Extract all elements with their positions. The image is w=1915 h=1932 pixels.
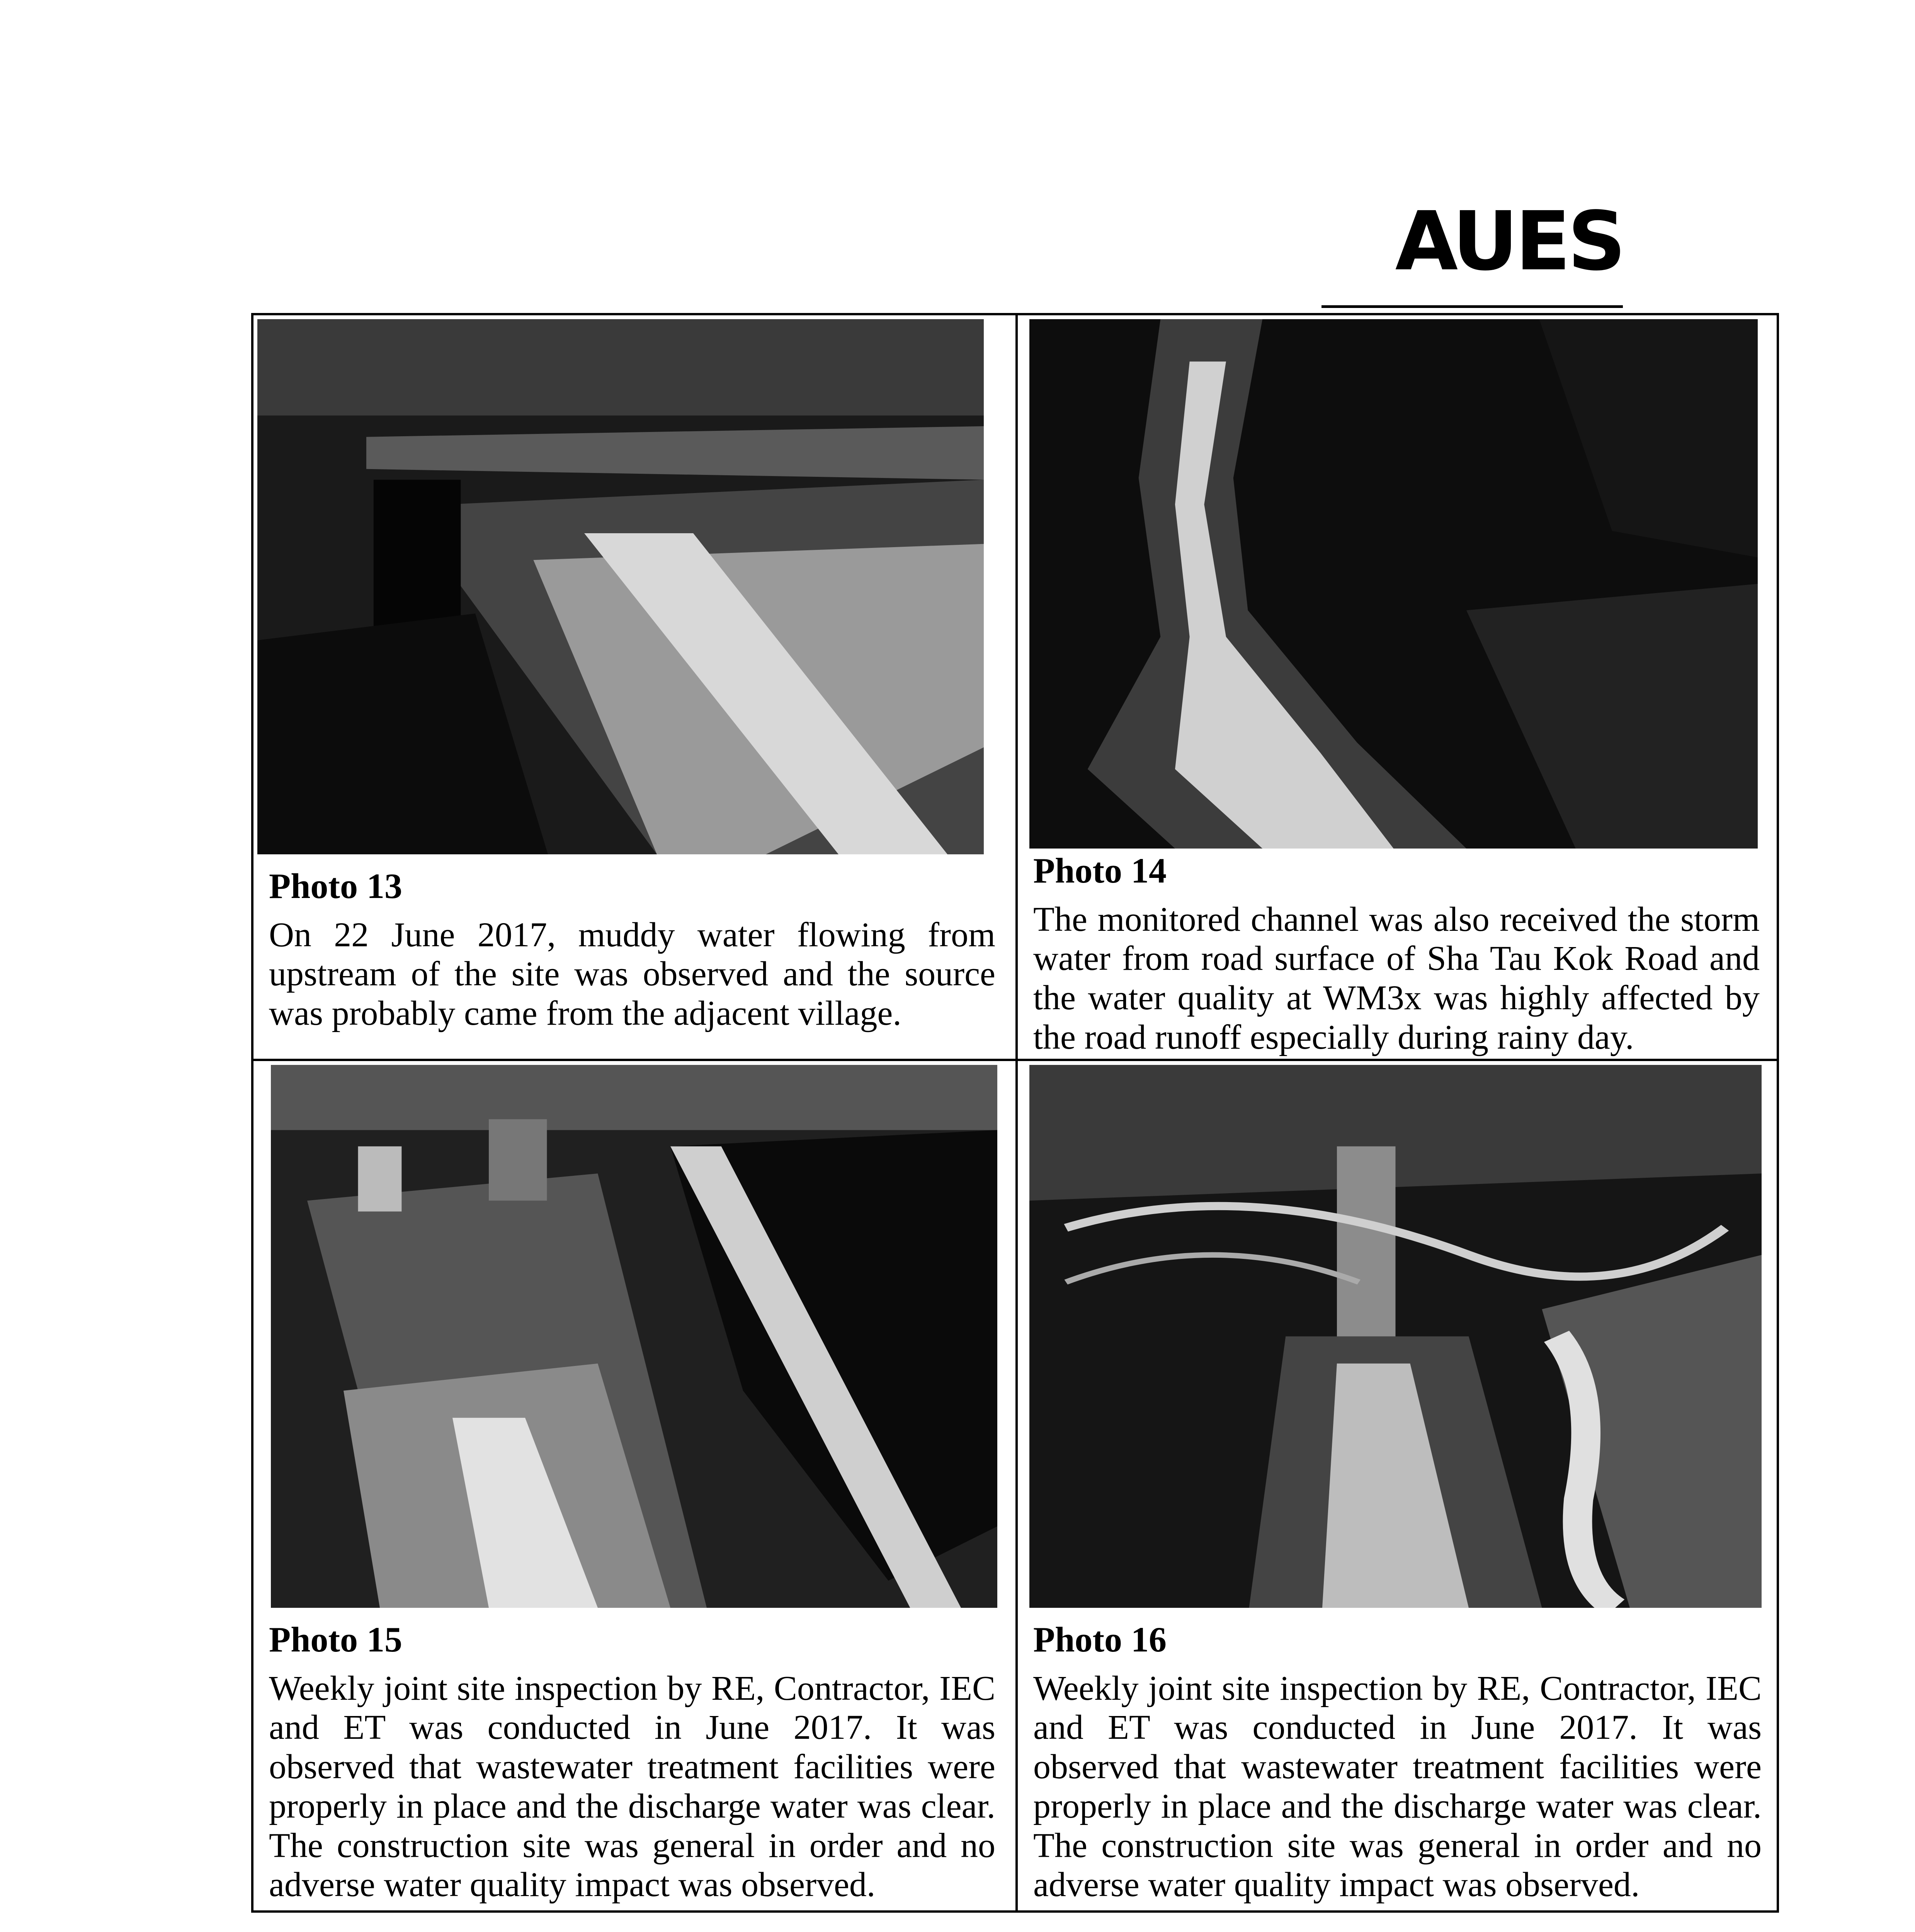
photo-15-title: Photo 15 [269, 1620, 402, 1659]
header-rule [1321, 305, 1623, 308]
photo-16-description: Weekly joint site inspection by RE, Contractor, IEC and ET was conducted in June 2017. It was observed that wastewater treatment facilities were properly in place and the discharge water was clear. The construction site was general in order and no adverse water quality impact was observed. [1033, 1669, 1762, 1904]
photo-15-image [271, 1065, 997, 1608]
photo-14-image [1029, 319, 1758, 849]
photo-16-image [1029, 1065, 1762, 1608]
photo-15-caption [269, 1619, 995, 1905]
photo-14-title: Photo 14 [1033, 851, 1167, 890]
photo-14-caption [1033, 850, 1760, 1057]
photo-table [251, 313, 1779, 1913]
photo-13-title: Photo 13 [269, 866, 402, 906]
photo-13-image [257, 319, 984, 854]
photo-cell-16 [1018, 1061, 1779, 1913]
photo-13-caption [269, 866, 995, 1033]
photo-15-description: Weekly joint site inspection by RE, Contractor, IEC and ET was conducted in June 2017. It was observed that wastewater treatment facilities were properly in place and the discharge water was clear. The construction site was general in order and no adverse water quality impact was observed. [269, 1669, 995, 1904]
photo-14-description: The monitored channel was also received the storm water from road surface of Sha Tau Kok Road and the water quality at WM3x was highly affected by the road runoff especially during rainy day. [1033, 900, 1760, 1056]
photo-cell-15 [253, 1061, 1018, 1913]
photo-cell-14 [1018, 315, 1779, 1061]
photo-cell-13 [253, 315, 1018, 1061]
photo-16-caption [1033, 1619, 1762, 1905]
photo-13-description: On 22 June 2017, muddy water flowing from upstream of the site was observed and the source was probably came from the adjacent village. [269, 915, 995, 1033]
photo-16-title: Photo 16 [1033, 1620, 1167, 1659]
aues-logo: AUES [1395, 194, 1623, 289]
